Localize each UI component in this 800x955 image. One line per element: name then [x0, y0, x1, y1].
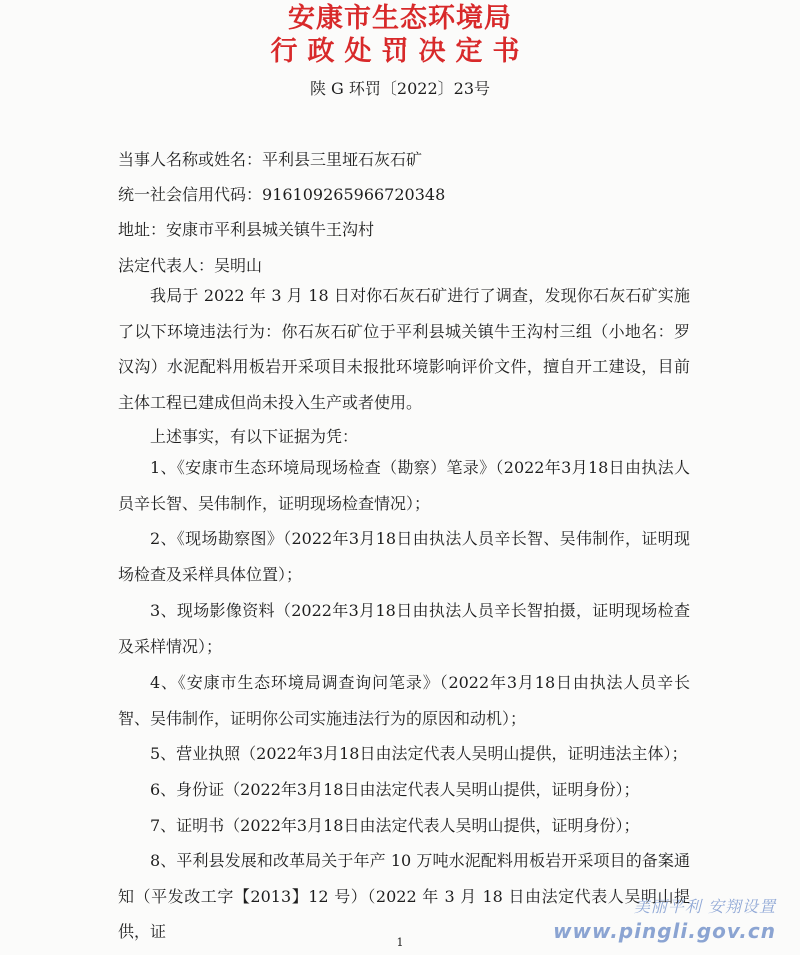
evidence-item: 4、《安康市生态环境局调查询问笔录》（2022年3月18日由执法人员辛长智、吴伟制作，证明你公司实施违法行为的原因和动机）；	[118, 673, 690, 728]
party-name-line	[118, 148, 422, 172]
watermark-slogan: 美丽平利 安翔设置	[633, 897, 776, 916]
address-value: 安康市平利县城关镇牛王沟村	[166, 220, 375, 239]
watermark-url: www.pingli.gov.cn	[553, 919, 776, 943]
legal-representative-value: 吴明山	[214, 256, 263, 275]
site-watermark	[553, 896, 776, 944]
party-name-value: 平利县三里垭石灰石矿	[262, 150, 423, 169]
party-name-label: 当事人名称或姓名：	[118, 150, 263, 169]
evidence-intro: 上述事实，有以下证据为凭：	[150, 427, 359, 446]
evidence-item: 3、现场影像资料（2022年3月18日由执法人员辛长智拍摄，证明现场检查及采样情况）；	[118, 601, 690, 656]
finding-paragraph: 我局于 2022 年 3 月 18 日对你石灰石矿进行了调查，发现你石灰石矿实施了以下环境违法行为：你石灰石矿位于平利县城关镇牛王沟村三组（小地名：罗汉沟）水泥配料用板岩开采项目未报批环境影响评价文件，擅自开工建设，目前主体工程已建成但尚未投入生产或者使用。	[118, 286, 690, 412]
legal-representative-label: 法定代表人：	[118, 256, 215, 275]
evidence-item: 2、《现场勘察图》（2022年3月18日由执法人员辛长智、吴伟制作，证明现场检查及采样具体位置）；	[118, 529, 690, 584]
legal-representative-line	[118, 254, 262, 278]
evidence-item: 5、营业执照（2022年3月18日由法定代表人吴明山提供，证明违法主体）；	[150, 744, 688, 763]
document-type-title: 行政处罚决定书	[270, 36, 530, 67]
credit-code-label: 统一社会信用代码：	[118, 185, 263, 204]
credit-code-line	[118, 183, 445, 207]
document-number: 陕 G 环罚〔2022〕23号	[309, 79, 491, 98]
evidence-item: 1、《安康市生态环境局现场检查（勘察）笔录》（2022年3月18日由执法人员辛长智、吴伟制作，证明现场检查情况）；	[118, 458, 690, 513]
evidence-item: 8、平利县发展和改革局关于年产 10 万吨水泥配料用板岩开采项目的备案通知（平发改工字【2013】12 号）（2022 年 3 月 18 日由法定代表人吴明山提供，证	[118, 851, 690, 941]
evidence-item: 7、证明书（2022年3月18日由法定代表人吴明山提供，证明身份）；	[150, 816, 640, 835]
credit-code-value: 916109265966720348	[262, 185, 446, 204]
address-line	[118, 218, 374, 242]
evidence-item: 6、身份证（2022年3月18日由法定代表人吴明山提供，证明身份）；	[150, 780, 640, 799]
page-number: 1	[396, 936, 404, 949]
address-label: 地址：	[118, 220, 167, 239]
agency-title: 安康市生态环境局	[288, 3, 512, 34]
